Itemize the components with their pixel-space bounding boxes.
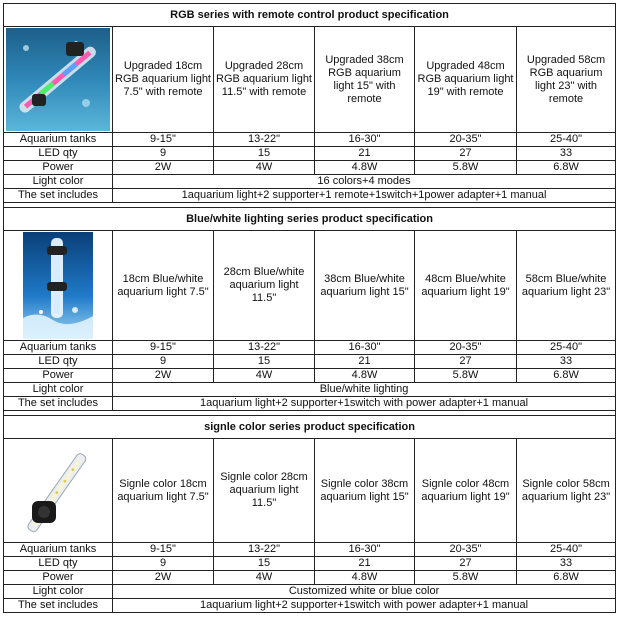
power-value: 4.8W <box>315 571 415 585</box>
led-row <box>4 557 616 571</box>
power-value: 4W <box>214 571 315 585</box>
tank-size: 25-40" <box>517 133 616 147</box>
rgb-aquarium-light-image <box>6 28 110 131</box>
product-name: Signle color 18cm aquarium light 7.5" <box>113 439 214 543</box>
section-title-row <box>4 416 616 439</box>
light-color: Blue/white lighting <box>113 383 616 397</box>
tank-size: 25-40" <box>517 341 616 355</box>
row-label: Power <box>4 369 113 383</box>
spec-sheet <box>3 3 615 613</box>
led-qty: 21 <box>315 147 415 161</box>
power-value: 2W <box>113 161 214 175</box>
tanks-row <box>4 341 616 355</box>
color-row <box>4 175 616 189</box>
row-label: The set includes <box>4 599 113 613</box>
product-name: Upgraded 58cm RGB aquarium light 23" with remote <box>517 27 616 133</box>
power-row <box>4 161 616 175</box>
set-includes: 1aquarium light+2 supporter+1switch with power adapter+1 manual <box>113 397 616 411</box>
section-title: RGB series with remote control product specification <box>4 4 616 27</box>
led-qty: 33 <box>517 557 616 571</box>
tanks-row <box>4 133 616 147</box>
tank-size: 13-22" <box>214 133 315 147</box>
product-image-cell <box>4 231 113 341</box>
power-row <box>4 369 616 383</box>
tank-size: 13-22" <box>214 543 315 557</box>
set-row <box>4 189 616 203</box>
tank-size: 9-15" <box>113 543 214 557</box>
product-name: Upgraded 28cm RGB aquarium light 11.5" with remote <box>214 27 315 133</box>
led-qty: 9 <box>113 557 214 571</box>
led-qty: 9 <box>113 147 214 161</box>
product-row <box>4 27 616 133</box>
row-label: LED qty <box>4 557 113 571</box>
product-name: Upgraded 38cm RGB aquarium light 15" with remote <box>315 27 415 133</box>
row-label: Aquarium tanks <box>4 133 113 147</box>
power-value: 5.8W <box>415 571 517 585</box>
tank-size: 25-40" <box>517 543 616 557</box>
power-value: 4.8W <box>315 369 415 383</box>
product-name: 48cm Blue/white aquarium light 19" <box>415 231 517 341</box>
set-includes: 1aquarium light+2 supporter+1switch with power adapter+1 manual <box>113 599 616 613</box>
product-image-cell <box>4 27 113 133</box>
product-name: Signle color 58cm aquarium light 23" <box>517 439 616 543</box>
product-row <box>4 231 616 341</box>
product-image-cell <box>4 439 113 543</box>
tank-size: 13-22" <box>214 341 315 355</box>
led-qty: 33 <box>517 355 616 369</box>
led-qty: 33 <box>517 147 616 161</box>
power-row <box>4 571 616 585</box>
led-qty: 27 <box>415 147 517 161</box>
power-value: 2W <box>113 571 214 585</box>
product-name: Signle color 38cm aquarium light 15" <box>315 439 415 543</box>
row-label: Aquarium tanks <box>4 543 113 557</box>
single-color-aquarium-light-image <box>8 441 108 541</box>
power-value: 5.8W <box>415 161 517 175</box>
section-title: Blue/white lighting series product specification <box>4 208 616 231</box>
tank-size: 16-30" <box>315 133 415 147</box>
tank-size: 20-35" <box>415 543 517 557</box>
row-label: Light color <box>4 383 113 397</box>
led-qty: 15 <box>214 355 315 369</box>
light-color: 16 colors+4 modes <box>113 175 616 189</box>
product-name: Signle color 48cm aquarium light 19" <box>415 439 517 543</box>
row-label: Power <box>4 161 113 175</box>
color-row <box>4 383 616 397</box>
tank-size: 16-30" <box>315 341 415 355</box>
led-qty: 27 <box>415 355 517 369</box>
section-title-row <box>4 4 616 27</box>
blue-white-aquarium-light-image <box>23 232 93 339</box>
led-qty: 27 <box>415 557 517 571</box>
spec-table <box>3 3 616 613</box>
section-title-row <box>4 208 616 231</box>
led-qty: 21 <box>315 355 415 369</box>
product-name: 58cm Blue/white aquarium light 23" <box>517 231 616 341</box>
power-value: 6.8W <box>517 369 616 383</box>
led-row <box>4 147 616 161</box>
tank-size: 9-15" <box>113 133 214 147</box>
color-row <box>4 585 616 599</box>
power-value: 4W <box>214 161 315 175</box>
tank-size: 20-35" <box>415 341 517 355</box>
power-value: 4.8W <box>315 161 415 175</box>
product-name: 18cm Blue/white aquarium light 7.5" <box>113 231 214 341</box>
product-name: 28cm Blue/white aquarium light 11.5" <box>214 231 315 341</box>
led-qty: 21 <box>315 557 415 571</box>
led-qty: 15 <box>214 557 315 571</box>
light-color: Customized white or blue color <box>113 585 616 599</box>
power-value: 5.8W <box>415 369 517 383</box>
row-label: The set includes <box>4 189 113 203</box>
power-value: 6.8W <box>517 571 616 585</box>
led-qty: 15 <box>214 147 315 161</box>
tanks-row <box>4 543 616 557</box>
power-value: 2W <box>113 369 214 383</box>
product-name: Upgraded 18cm RGB aquarium light 7.5" with remote <box>113 27 214 133</box>
row-label: Aquarium tanks <box>4 341 113 355</box>
power-value: 4W <box>214 369 315 383</box>
product-name: Signle color 28cm aquarium light 11.5" <box>214 439 315 543</box>
power-value: 6.8W <box>517 161 616 175</box>
product-row <box>4 439 616 543</box>
led-row <box>4 355 616 369</box>
set-includes: 1aquarium light+2 supporter+1 remote+1switch+1power adapter+1 manual <box>113 189 616 203</box>
tank-size: 9-15" <box>113 341 214 355</box>
tank-size: 20-35" <box>415 133 517 147</box>
led-qty: 9 <box>113 355 214 369</box>
row-label: Light color <box>4 585 113 599</box>
set-row <box>4 397 616 411</box>
row-label: Light color <box>4 175 113 189</box>
product-name: 38cm Blue/white aquarium light 15" <box>315 231 415 341</box>
product-name: Upgraded 48cm RGB aquarium light 19" with remote <box>415 27 517 133</box>
tank-size: 16-30" <box>315 543 415 557</box>
row-label: Power <box>4 571 113 585</box>
row-label: The set includes <box>4 397 113 411</box>
section-title: signle color series product specification <box>4 416 616 439</box>
row-label: LED qty <box>4 147 113 161</box>
row-label: LED qty <box>4 355 113 369</box>
set-row <box>4 599 616 613</box>
